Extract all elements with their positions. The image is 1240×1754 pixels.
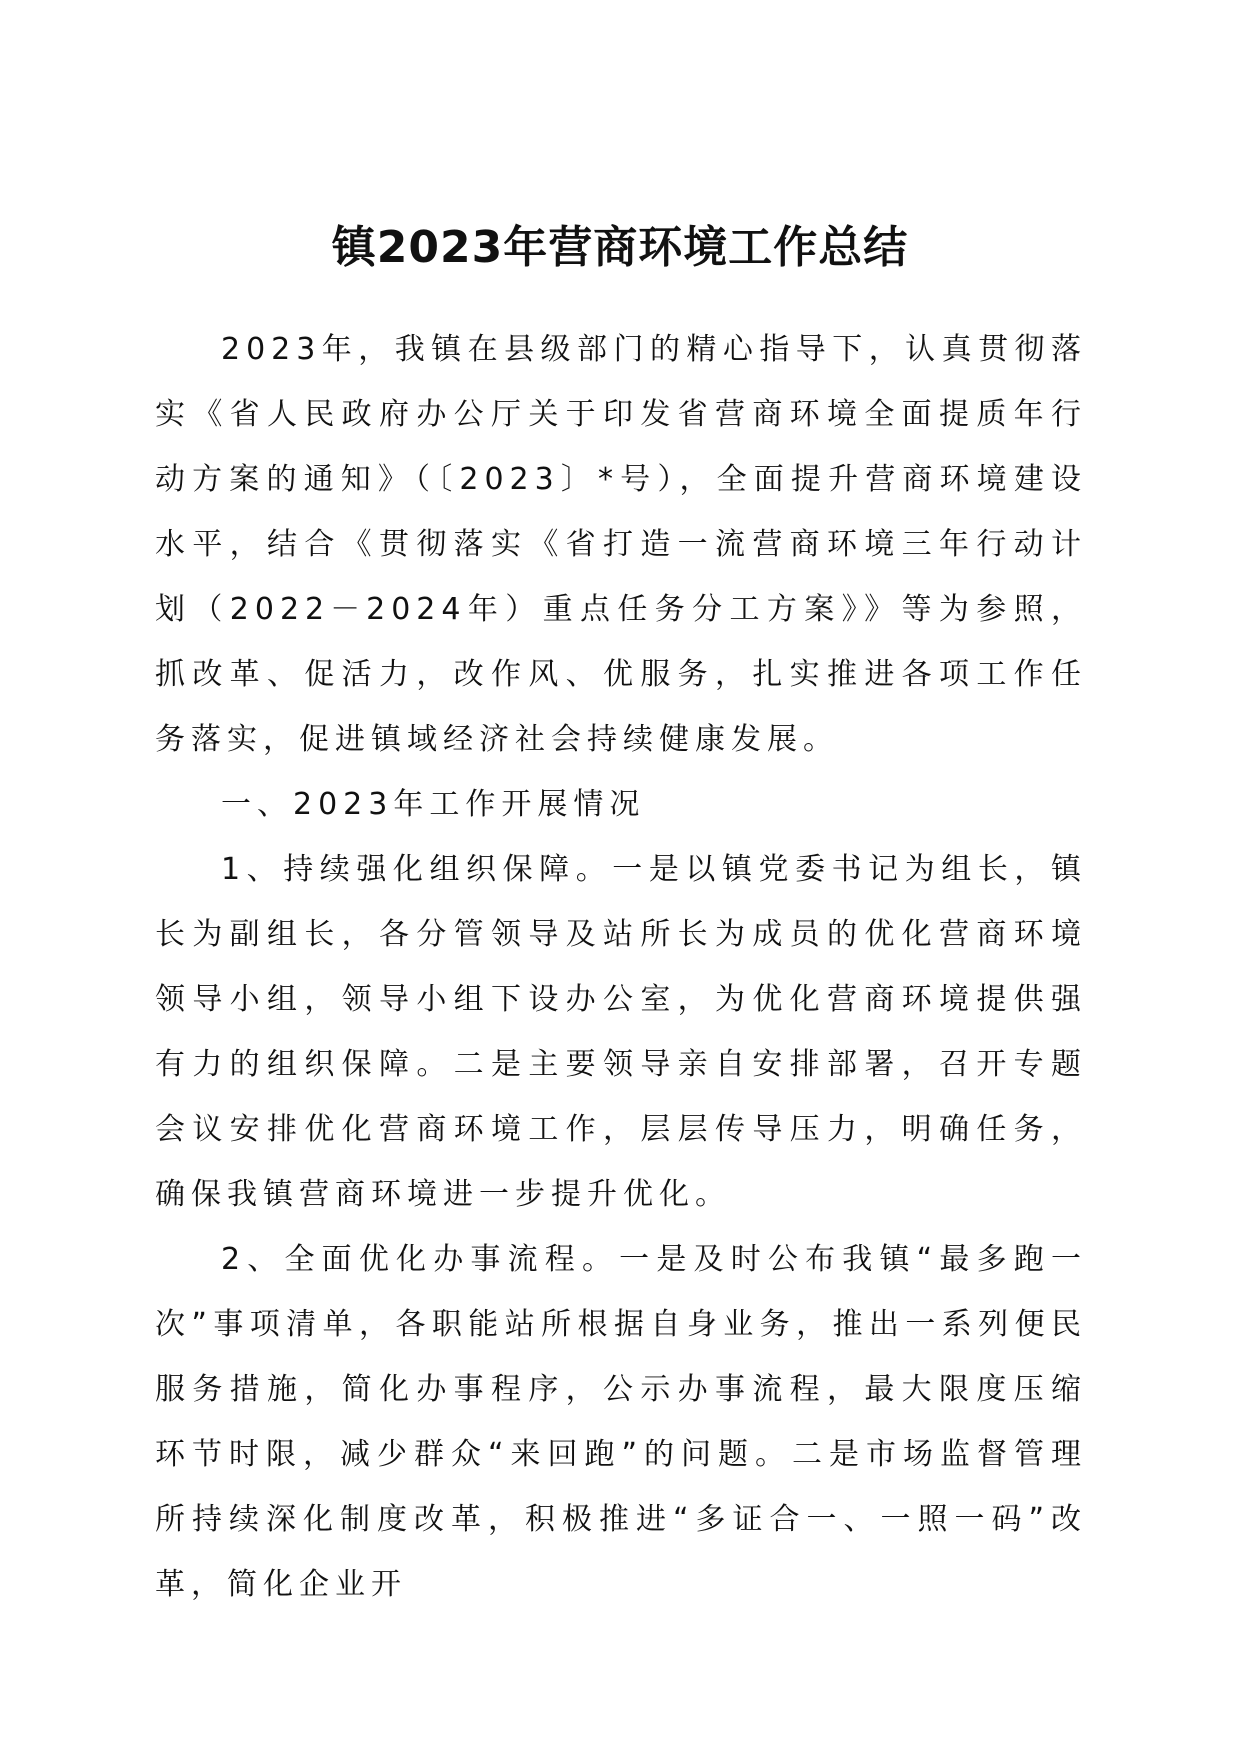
- paragraph-organization: 1、持续强化组织保障。一是以镇党委书记为组长，镇长为副组长，各分管领导及站所长为成员的优化营商环境领导小组，领导小组下设办公室，为优化营商环境提供强有力的组织保障。二是主要领导亲自安排部署，召开专题会议安排优化营商环境工作，层层传导压力，明确任务，确保我镇营商环境进一步提升优化。: [155, 852, 1087, 1212]
- document-title: 镇2023年营商环境工作总结: [331, 222, 909, 273]
- section-heading: 一、2023年工作开展情况: [221, 787, 646, 822]
- document-body: [155, 317, 1087, 1617]
- intro-paragraph: 2023年，我镇在县级部门的精心指导下，认真贯彻落实《省人民政府办公厅关于印发省营商环境全面提质年行动方案的通知》（〔2023〕*号），全面提升营商环境建设水平，结合《贯彻落实《省打造一流营商环境三年行动计划（2022－2024年）重点任务分工方案》》等为参照，抓改革、促活力，改作风、优服务，扎实推进各项工作任务落实，促进镇域经济社会持续健康发展。: [155, 332, 1087, 757]
- paragraph-process: 2、全面优化办事流程。一是及时公布我镇“最多跑一次”事项清单，各职能站所根据自身业务，推出一系列便民服务措施，简化办事程序，公示办事流程，最大限度压缩环节时限，减少群众“来回跑”的问题。二是市场监督管理所持续深化制度改革，积极推进“多证合一、一照一码”改革，简化企业开: [155, 1242, 1087, 1602]
